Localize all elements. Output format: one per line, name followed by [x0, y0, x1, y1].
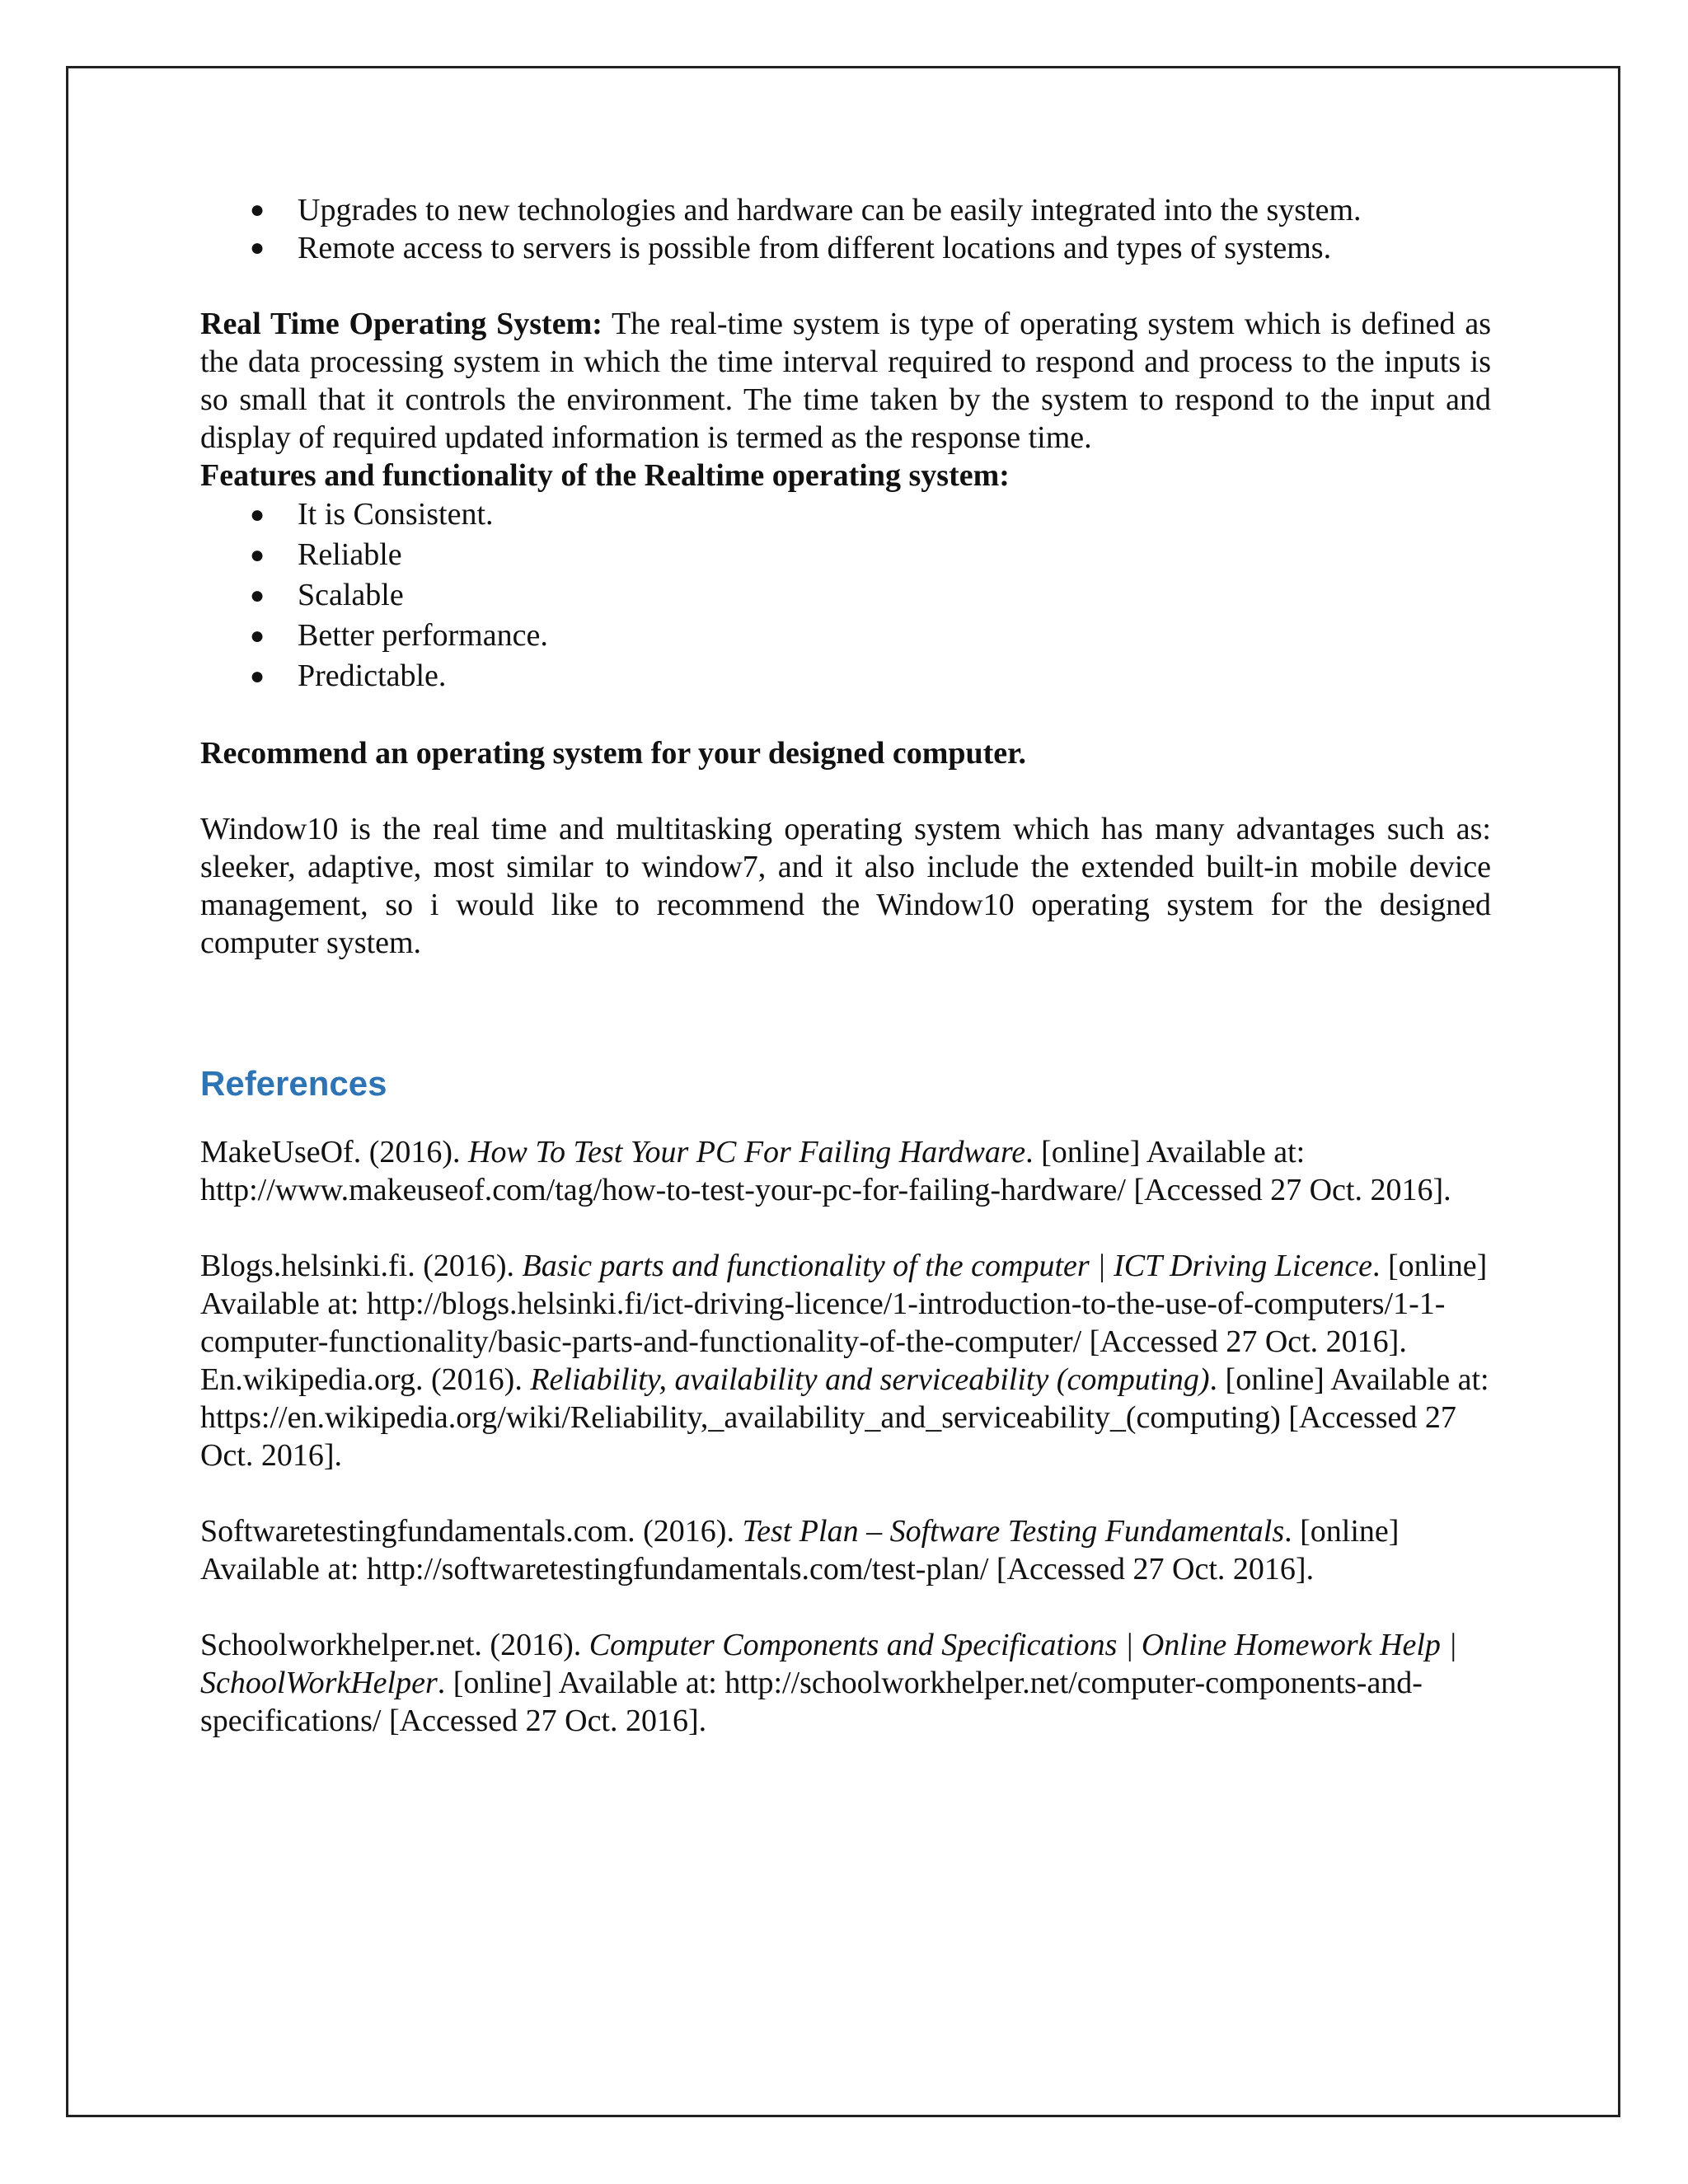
- bullet-icon: ●: [250, 582, 265, 609]
- features-heading: Features and functionality of the Realtime operating system:: [200, 458, 1010, 493]
- list-item: ● Predictable.: [200, 656, 1491, 696]
- reference-item: Softwaretestingfundamentals.com. (2016). Test Plan – Software Testing Fundamentals. [online] Available at: http://softwaretestingfundamentals.com/test-plan/ [Accessed 27 Oct. 2016].: [200, 1514, 1400, 1586]
- document-body: [200, 191, 1491, 1740]
- reference-item: MakeUseOf. (2016). How To Test Your PC For Failing Hardware. [online] Available at: http://www.makeuseof.com/tag/how-to-test-your-pc-for-failing-hardware/ [Accessed 27 Oct. 2016].: [200, 1135, 1451, 1207]
- recommend-text: Window10 is the real time and multitasking operating system which has many advantages such as: sleeker, adaptive, most similar to window7, and it also include the extended built-in mobile device management, so i would like to recommend the Window10 operating system for the designed computer system.: [200, 812, 1491, 960]
- list-item: ● Remote access to servers is possible from different locations and types of systems.: [250, 231, 1332, 265]
- rtos-text: The real-time system is type of operating system which is defined as the data processing system in which the time interval required to respond and process to the inputs is so small that it controls the environment. The time taken by the system to respond to the input and display of required updated information is termed as the response time.: [200, 307, 1491, 455]
- bullet-icon: ●: [250, 541, 265, 569]
- bullet-icon: ●: [250, 234, 265, 261]
- reference-item: Schoolworkhelper.net. (2016). Computer Components and Specifications | Online Homework Help | SchoolWorkHelper. [online] Available at: http://schoolworkhelper.net/computer-components-and-specifications/ [Accessed 27 Oct. 2016].: [200, 1628, 1457, 1738]
- bullet-icon: ●: [250, 196, 265, 223]
- recommend-heading: Recommend an operating system for your designed computer.: [200, 736, 1027, 771]
- list-item: ● It is Consistent.: [200, 494, 1491, 535]
- rtos-heading: Real Time Operating System:: [200, 307, 603, 341]
- list-item: ● Upgrades to new technologies and hardware can be easily integrated into the system.: [250, 193, 1362, 227]
- list-item: ● Scalable: [200, 575, 1491, 616]
- reference-item: Blogs.helsinki.fi. (2016). Basic parts and functionality of the computer | ICT Driving Licence. [online] Available at: http://blogs.helsinki.fi/ict-driving-licence/1-introduction-to-the-use-of-computers/1-1-computer-functionality/basic-parts-and-functionality-of-the-computer/ [Accessed 27 Oct. 2016].: [200, 1249, 1488, 1359]
- bullet-icon: ●: [250, 622, 265, 649]
- reference-item: En.wikipedia.org. (2016). Reliability, availability and serviceability (computing). [online] Available at: https://en.wikipedia.org/wiki/Reliability,_availability_and_serviceability_(computing) [Accessed 27 Oct. 2016].: [200, 1362, 1489, 1473]
- bullet-icon: ●: [250, 663, 265, 690]
- list-item: ● Reliable: [200, 535, 1491, 575]
- bullet-list-top: [200, 191, 1491, 267]
- rtos-paragraph: [200, 305, 1491, 457]
- features-list: [200, 494, 1491, 696]
- list-item: ● Better performance.: [200, 616, 1491, 656]
- bullet-icon: ●: [250, 501, 265, 528]
- references-heading: References: [200, 1064, 387, 1103]
